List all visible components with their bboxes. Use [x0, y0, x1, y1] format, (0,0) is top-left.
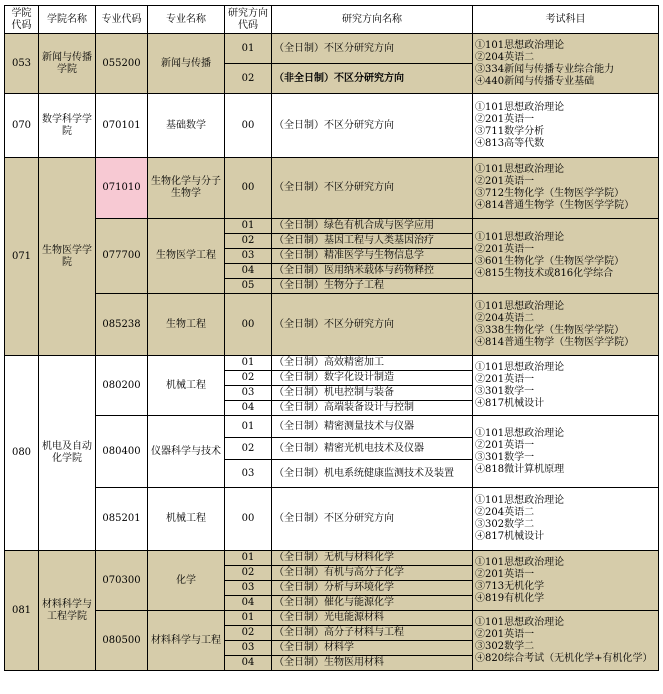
- college-name: 新闻与传播学院: [39, 34, 96, 94]
- direction-code: 00: [225, 294, 272, 356]
- college-code: 070: [5, 94, 39, 158]
- college-code: 053: [5, 34, 39, 94]
- college-code: 081: [5, 551, 39, 671]
- exam-subject: ①101思想政治理论: [475, 232, 565, 243]
- direction-code: 02: [225, 234, 272, 249]
- direction-name: （全日制）材料学: [272, 641, 473, 656]
- exam-subject: ④440新闻与传播专业基础: [475, 75, 595, 87]
- direction-name: （全日制）不区分研究方向: [272, 294, 473, 356]
- exam-subject: ③711数学分析: [475, 125, 545, 137]
- major-name: 仪器科学与技术: [148, 416, 225, 488]
- major-name: 生物化学与分子生物学: [148, 158, 225, 219]
- major-code: 085201: [96, 488, 148, 551]
- exam-subjects: [473, 94, 659, 158]
- exam-subjects: [473, 488, 659, 551]
- direction-code: 00: [225, 94, 272, 158]
- exam-subject: ②201英语一: [475, 439, 535, 451]
- exam-subject: ①101思想政治理论: [475, 101, 565, 113]
- direction-name: （全日制）不区分研究方向: [272, 34, 473, 64]
- exam-subject: ②201英语一: [475, 244, 535, 255]
- direction-name: （全日制）分析与环境化学: [272, 581, 473, 596]
- direction-name-highlight: （非全日制）不区分研究方向: [272, 64, 473, 94]
- exam-subject: ②201英语一: [475, 113, 535, 125]
- major-code: 070300: [96, 551, 148, 611]
- direction-code: 01: [225, 416, 272, 438]
- college-name: 生物医学学院: [39, 158, 96, 356]
- header-direction-name: 研究方向名称: [272, 6, 473, 34]
- college-name: 机电及自动化学院: [39, 356, 96, 551]
- major-code: 080400: [96, 416, 148, 488]
- exam-subjects: [473, 219, 659, 294]
- direction-name: （全日制）有机与高分子化学: [272, 566, 473, 581]
- header-college-name: 学院名称: [39, 6, 96, 34]
- major-name: 新闻与传播: [148, 34, 225, 94]
- exam-subject: ①101思想政治理论: [475, 427, 565, 439]
- direction-code: 04: [225, 264, 272, 279]
- major-name: 基础数学: [148, 94, 225, 158]
- major-code: 080200: [96, 356, 148, 416]
- major-code-highlight: 071010: [96, 158, 148, 219]
- direction-code: 03: [225, 249, 272, 264]
- direction-code: 04: [225, 401, 272, 416]
- direction-name: （全日制）高端装备设计与控制: [272, 401, 473, 416]
- major-code: 085238: [96, 294, 148, 356]
- table-row: [5, 158, 659, 219]
- direction-name: （全日制）无机与材料化学: [272, 551, 473, 566]
- exam-subject: ①101思想政治理论: [475, 495, 565, 506]
- table-row: [5, 488, 659, 551]
- major-name: 材料科学与工程: [148, 611, 225, 671]
- direction-name: （全日制）催化与能源化学: [272, 596, 473, 611]
- exam-subject: ③713无机化学: [475, 580, 545, 592]
- exam-subject: ②201英语一: [475, 568, 535, 580]
- direction-code: 01: [225, 356, 272, 371]
- exam-subjects: [473, 158, 659, 219]
- header-direction-code: 研究方向代码: [225, 6, 272, 34]
- direction-name: （全日制）精准医学与生物信息学: [272, 249, 473, 264]
- direction-name: （全日制）机电系统健康监测技术及装置: [272, 460, 473, 488]
- direction-code: 00: [225, 488, 272, 551]
- exam-subject: ①101思想政治理论: [475, 39, 565, 51]
- college-code: 071: [5, 158, 39, 356]
- direction-name: （全日制）生物分子工程: [272, 279, 473, 294]
- direction-code: 02: [225, 64, 272, 94]
- direction-code: 01: [225, 219, 272, 234]
- direction-code: 02: [225, 566, 272, 581]
- exam-subject: ④814普通生物学（生物医学学院）: [475, 336, 635, 348]
- table-row: [5, 611, 659, 626]
- college-name: 材料科学与工程学院: [39, 551, 96, 671]
- exam-subject: ④813高等代数: [475, 137, 545, 149]
- major-code: 055200: [96, 34, 148, 94]
- direction-code: 05: [225, 279, 272, 294]
- table-row: [5, 416, 659, 438]
- major-name: 机械工程: [148, 488, 225, 551]
- direction-code: 03: [225, 581, 272, 596]
- direction-name: （全日制）不区分研究方向: [272, 158, 473, 219]
- exam-subject: ①101思想政治理论: [475, 361, 565, 373]
- direction-code: 00: [225, 158, 272, 219]
- direction-name: （全日制）精密测量技术与仪器: [272, 416, 473, 438]
- college-name: 数学科学学院: [39, 94, 96, 158]
- header-subjects: 考试科目: [473, 6, 659, 34]
- exam-subject: ④815生物技术或816化学综合: [475, 268, 614, 279]
- direction-code: 03: [225, 460, 272, 488]
- direction-name: （全日制）绿色有机合成与医学应用: [272, 219, 473, 234]
- exam-subjects: [473, 34, 659, 94]
- direction-code: 03: [225, 641, 272, 656]
- exam-subject: ②201英语一: [475, 628, 535, 640]
- direction-code: 04: [225, 596, 272, 611]
- college-code: 080: [5, 356, 39, 551]
- exam-subject: ④817机械设计: [475, 531, 545, 542]
- exam-subject: ①101思想政治理论: [475, 556, 565, 568]
- direction-code: 03: [225, 386, 272, 401]
- direction-code: 04: [225, 656, 272, 671]
- exam-subject: ③302数学二: [475, 519, 535, 530]
- exam-subject: ④819有机化学: [475, 592, 545, 604]
- exam-subjects: [473, 356, 659, 416]
- header-college-code: 学院代码: [5, 6, 39, 34]
- exam-subject: ②204英语二: [475, 312, 535, 324]
- direction-name: （全日制）不区分研究方向: [272, 488, 473, 551]
- major-code: 077700: [96, 219, 148, 294]
- major-name: 生物医学工程: [148, 219, 225, 294]
- exam-subjects: [473, 416, 659, 488]
- direction-name: （全日制）高分子材料与工程: [272, 626, 473, 641]
- direction-name: （全日制）数字化设计制造: [272, 371, 473, 386]
- table-row: [5, 551, 659, 566]
- exam-subject: ③338生物化学（生物医学学院）: [475, 324, 625, 336]
- exam-subject: ③712生物化学（生物医学学院）: [475, 188, 625, 199]
- direction-code: 01: [225, 551, 272, 566]
- exam-subject: ④817机械设计: [475, 397, 545, 409]
- exam-subject: ③301数学一: [475, 451, 535, 463]
- header-major-name: 专业名称: [148, 6, 225, 34]
- exam-subject: ①101思想政治理论: [475, 300, 565, 312]
- table-row: [5, 34, 659, 64]
- major-name: 机械工程: [148, 356, 225, 416]
- direction-code: 02: [225, 438, 272, 460]
- exam-subject: ③334新闻与传播专业综合能力: [475, 63, 615, 75]
- table-row: [5, 356, 659, 371]
- direction-name: （全日制）高效精密加工: [272, 356, 473, 371]
- direction-name: （全日制）生物医用材料: [272, 656, 473, 671]
- direction-name: （全日制）精密光机电技术及仪器: [272, 438, 473, 460]
- direction-code: 01: [225, 34, 272, 64]
- exam-subject: ③301数学一: [475, 385, 535, 397]
- exam-subjects: [473, 551, 659, 611]
- direction-code: 02: [225, 626, 272, 641]
- exam-subject: ②204英语二: [475, 507, 535, 518]
- exam-subject: ②201英语一: [475, 176, 535, 187]
- major-code: 080500: [96, 611, 148, 671]
- table-row: [5, 219, 659, 234]
- major-name: 化学: [148, 551, 225, 611]
- exam-subject: ①101思想政治理论: [475, 616, 565, 628]
- table-row: [5, 294, 659, 356]
- catalog-table: [4, 5, 659, 671]
- exam-subject: ④818微计算机原理: [475, 463, 565, 475]
- direction-name: （全日制）不区分研究方向: [272, 94, 473, 158]
- direction-name: （全日制）基因工程与人类基因治疗: [272, 234, 473, 249]
- direction-code: 02: [225, 371, 272, 386]
- major-name: 生物工程: [148, 294, 225, 356]
- direction-name: （全日制）医用纳米载体与药物释控: [272, 264, 473, 279]
- header-major-code: 专业代码: [96, 6, 148, 34]
- exam-subject: ②201英语一: [475, 373, 535, 385]
- table-row: [5, 94, 659, 158]
- exam-subject: ④820综合考试（无机化学+有机化学）: [475, 652, 653, 664]
- exam-subject: ③601生物化学（生物医学学院）: [475, 256, 625, 267]
- exam-subject: ③302数学二: [475, 640, 535, 652]
- exam-subject: ②204英语二: [475, 51, 535, 63]
- exam-subjects: [473, 611, 659, 671]
- header-row: [5, 6, 659, 34]
- major-code: 070101: [96, 94, 148, 158]
- exam-subjects: [473, 294, 659, 356]
- direction-name: （全日制）光电能源材料: [272, 611, 473, 626]
- direction-name: （全日制）机电控制与装备: [272, 386, 473, 401]
- exam-subject: ④814普通生物学（生物医学学院）: [475, 200, 635, 211]
- direction-code: 01: [225, 611, 272, 626]
- exam-subject: ①101思想政治理论: [475, 164, 565, 175]
